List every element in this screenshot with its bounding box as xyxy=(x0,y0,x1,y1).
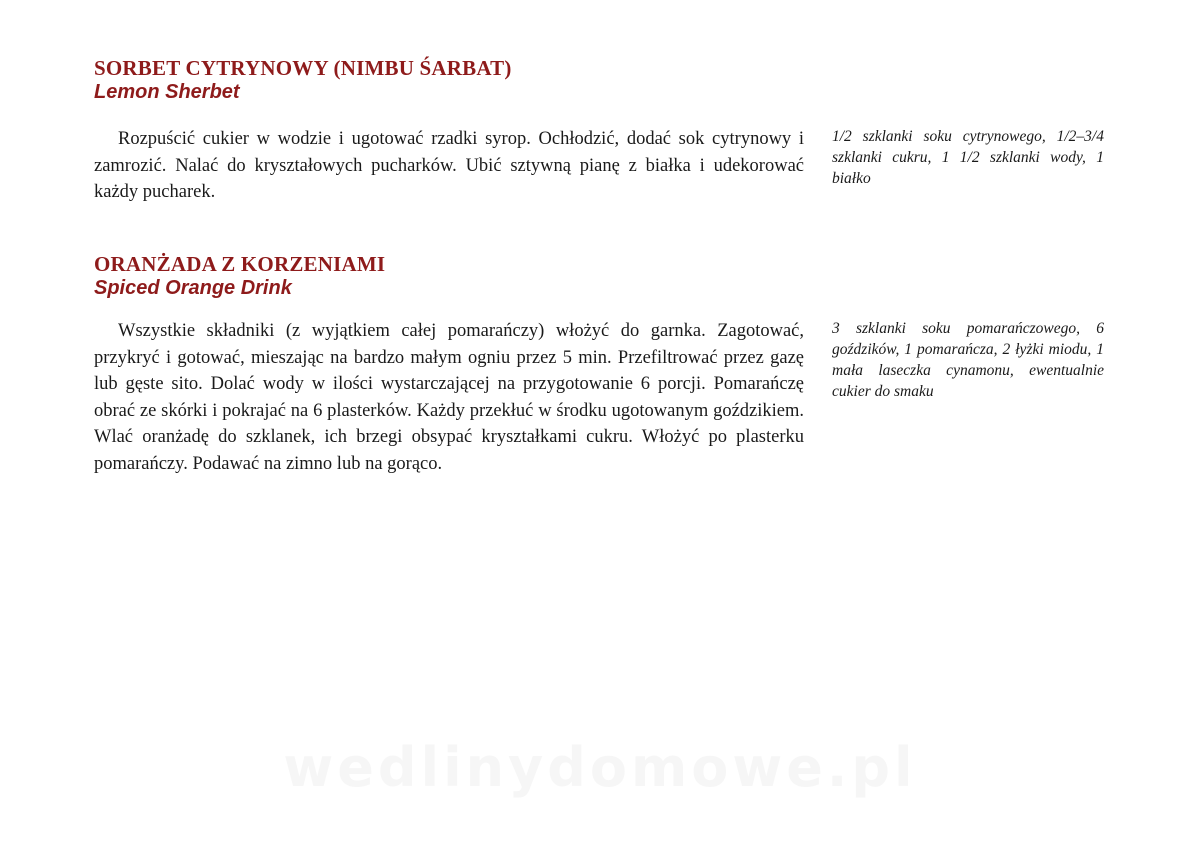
recipe-ingredients: 1/2 szklanki soku cytrynowego, 1/2–3/4 szklanki cukru, 1 1/2 szklanki wody, 1 białko xyxy=(832,128,1104,187)
recipe-method: Rozpuścić cukier w wodzie i ugotować rzadki syrop. Ochłodzić, dodać sok cytrynowy i zamrozić. Nalać do kryształowych pucharków. Ubić sztywną pianę z białka i udekorować każdy pucharek. xyxy=(94,129,804,202)
recipe-ingredients: 3 szklanki soku pomarańczowego, 6 goździków, 1 pomarańcza, 2 łyżki miodu, 1 mała laseczka cynamonu, ewentualnie cukier do smaku xyxy=(832,320,1104,400)
watermark: wedlinydomowe.pl xyxy=(283,736,917,799)
recipe-subtitle: Lemon Sherbet xyxy=(94,81,240,103)
recipe-content xyxy=(94,318,1174,477)
recipe-method: Wszystkie składniki (z wyjątkiem całej pomarańczy) włożyć do garnka. Zagotować, przykryć i gotować, mieszając na bardzo małym ogniu przez 5 min. Przefiltrować przez gazę lub gęste sito. Dolać wody w ilości wystarczającej na przygotowanie 6 porcji. Pomarańczę obrać ze skórki i pokrajać na 6 plasterków. Każdy przekłuć w środku ugotowanym goździkiem. Wlać oranżadę do szklanek, ich brzegi obsypać kryształkami cukru. Włożyć po plasterku pomarańczy. Podawać na zimno lub na gorąco. xyxy=(94,321,804,474)
recipe-lemon-sherbet xyxy=(94,56,1174,206)
recipe-subtitle: Spiced Orange Drink xyxy=(94,277,292,299)
recipe-title: ORANŻADA Z KORZENIAMI xyxy=(94,252,386,276)
recipe-content xyxy=(94,126,1174,206)
recipe-spiced-orange-drink xyxy=(94,252,1174,477)
recipe-title: SORBET CYTRYNOWY (NIMBU ŚARBAT) xyxy=(94,56,512,80)
